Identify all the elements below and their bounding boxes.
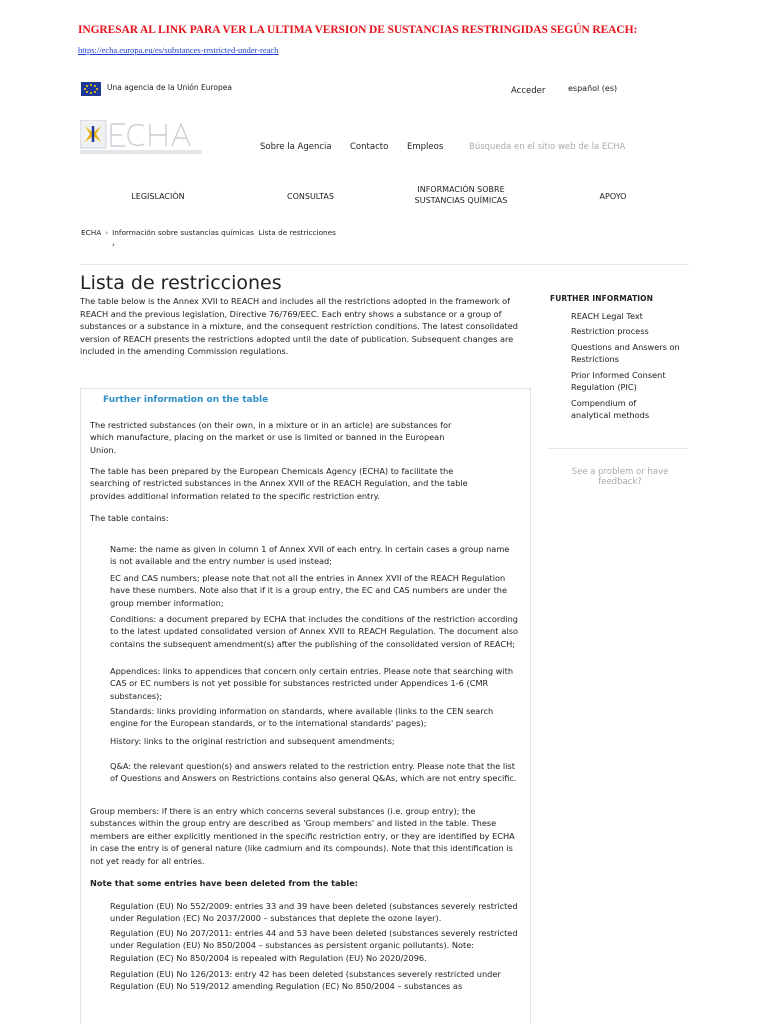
list-item-standards: Standards: links providing information on standards, where available (links to the CEN search engine for the European standards, or to the international standards' pages); [110,706,494,729]
mainnav-consultations[interactable]: CONSULTAS [287,192,334,201]
list-item-conditions: Conditions: a document prepared by ECHA that includes the conditions of the restriction according to the latest updated consolidated version of Annex XVII to REACH Regulation. The document also contains the subsequent amendment(s) after the publishing of the consolidated version of REACH; [110,614,518,649]
nav-contact[interactable]: Contacto [350,142,389,152]
deleted-item: Regulation (EU) No 126/2013: entry 42 has been deleted (substances severely restricted under Regulation (EU) No 519/2012 amending Regulation (EC) No 850/2004 – substances as [110,969,501,992]
list-item-ec-cas: EC and CAS numbers; please note that not all the entries in Annex XVII of the REACH Regulation have these numbers. Note also that if it is a group entry, the EC and CAS numbers are under the group member information; [110,573,508,608]
mainnav-chemicals-info[interactable]: INFORMACIÓN SOBRE SUSTANCIAS QUÍMICAS [414,185,508,205]
sidebar-title: FURTHER INFORMATION [550,294,654,303]
nav-jobs[interactable]: Empleos [407,142,444,152]
box-border-left [80,388,81,1024]
mainnav-support[interactable]: APOYO [599,192,627,201]
breadcrumb-echa[interactable]: ECHA [81,228,102,237]
feedback-link[interactable]: See a problem or have feedback? [571,467,669,487]
note-deleted-title: Note that some entries have been deleted from the table: [90,878,359,888]
deleted-item: Regulation (EU) No 552/2009: entries 33 and 39 have been deleted (substances severely restricted under Regulation (EC) No 2037/2000 – substances that deplete the ozone layer). [110,901,518,924]
banner-link[interactable]: https://echa.europa.eu/es/substances-restricted-under-reach [78,45,279,55]
search-input[interactable]: Búsqueda en el sitio web de la ECHA [469,142,626,152]
box-border-right [530,388,531,1024]
sidebar-item-restriction-process[interactable]: Restriction process [571,326,649,336]
banner-text: INGRESAR AL LINK PARA VER LA ULTIMA VERSION DE SUSTANCIAS RESTRINGIDAS SEGÚN REACH: [78,24,638,36]
chevron-right-icon: › [105,228,109,237]
further-info-toggle[interactable]: Further information on the table [103,395,269,405]
sidebar-item-reach-legal-text[interactable]: REACH Legal Text [571,311,643,321]
nav-about[interactable]: Sobre la Agencia [260,142,332,152]
paragraph-table-contains: The table contains: [90,513,169,523]
paragraph-restricted: The restricted substances (on their own, in a mixture or in an article) are substances for which manufacture, placing on the market or use is limited or banned in the European Union. [90,420,452,455]
paragraph-table-prepared: The table has been prepared by the European Chemicals Agency (ECHA) to facilitate the searching of restricted substances in the Annex XVII of the REACH Regulation, and the table provides additional information related to the specific restriction entry. [90,466,468,501]
breadcrumb [81,227,361,251]
deleted-item: Regulation (EU) No 207/2011: entries 44 and 53 have been deleted (substances severely restricted under Regulation (EU) No 850/2004 – substances as persistent organic pollutants). Note: Regulation (EC) No 850/2004 is repealed with Regulation (EU) No 2020/2096. [110,928,518,963]
echa-logo[interactable] [80,120,204,156]
list-item-appendices: Appendices: links to appendices that concern only certain entries. Please note that searching with CAS or EC numbers is not yet possible for substances restricted under Appendices 1-6 (CMR substances); [110,666,514,701]
login-link[interactable]: Acceder [511,86,546,96]
sidebar-item-compendium[interactable]: Compendium of analytical methods [571,398,650,421]
eu-flag-icon [81,82,101,96]
sidebar-divider [548,448,688,449]
intro-text: The table below is the Annex XVII to REACH and includes all the restrictions adopted in the framework of REACH and the previous legislation, Directive 76/769/EEC. Each entry shows a substance or a group of substances or a substance in a mixture, and the consequent restriction conditions. The latest consolidated version of REACH presents the restrictions adopted until the date of publication. Subsequent changes are included in the amending Commission regulations. [80,296,518,357]
divider [80,264,689,265]
breadcrumb-current: Lista de restricciones [258,228,336,237]
list-item-history: History: links to the original restriction and subsequent amendments; [110,736,395,746]
sidebar-item-qa-restrictions[interactable]: Questions and Answers on Restrictions [571,342,680,365]
page-title: Lista de restricciones [80,272,282,294]
eu-agency-text: Una agencia de la Unión Europea [107,83,232,92]
language-selector[interactable]: español (es) [568,84,618,93]
sidebar-item-pic[interactable]: Prior Informed Consent Regulation (PIC) [571,370,666,393]
mainnav-legislation[interactable]: LEGISLACIÓN [131,192,185,201]
paragraph-group-members: Group members: if there is an entry which concerns several substances (i.e. group entry); the substances within the group entry are described as 'Group members' and listed in the table. These members are either explicitly mentioned in the specific restriction entry, or they are identified by ECHA in case the entry is of general nature (like cadmium and its compounds). Note that this identification is not yet ready for all entries. [90,806,515,866]
breadcrumb-chemicals[interactable]: Información sobre sustancias químicas [112,228,254,237]
list-item-name: Name: the name as given in column 1 of Annex XVII of each entry. In certain cases a group name is not available and the entry number is used instead; [110,544,510,567]
list-item-qa: Q&A: the relevant question(s) and answers related to the restriction entry. Please note that the list of Questions and Answers on Restrictions contains also general Q&As, which are not entry specific. [110,761,517,784]
chevron-right-icon: › [112,240,115,249]
